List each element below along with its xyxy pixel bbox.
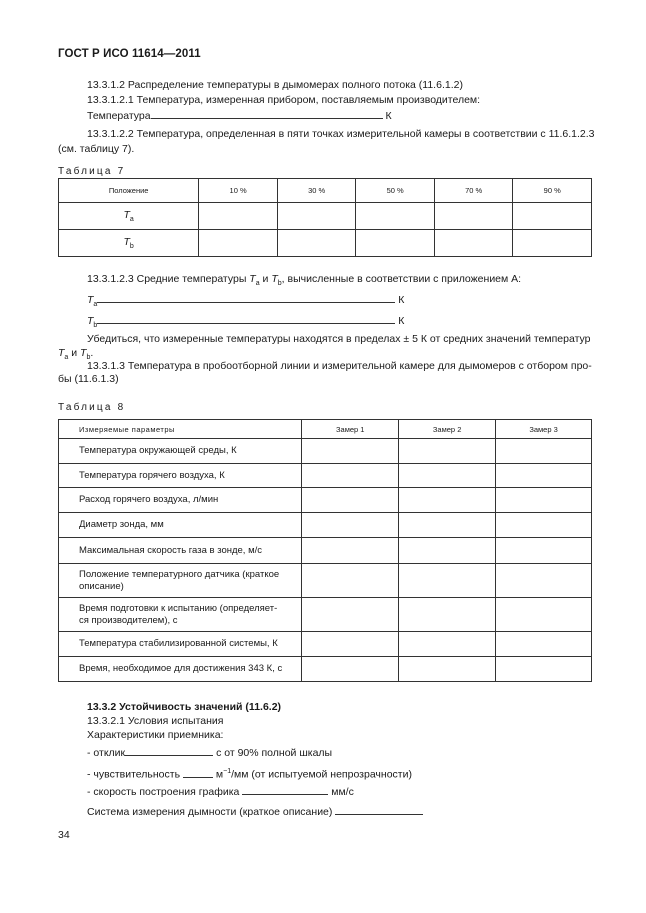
- section-13-3-1-2-3: 13.3.1.2.3 Средние температуры $T_a$ и $T_b$, вычисленные в соответствии с приложением А:: [87, 273, 522, 288]
- table7-cell[interactable]: [277, 203, 356, 230]
- table8-cell[interactable]: [302, 632, 399, 657]
- table7-cell[interactable]: [434, 230, 513, 257]
- section-13-3-1-2-2-line1: 13.3.1.2.2 Температура, определенная в пяти точках измерительной камеры в соответствии с 11.6.1.2.3: [87, 128, 595, 140]
- table-row: [59, 538, 592, 564]
- table8-cell[interactable]: [399, 538, 496, 564]
- table8-cell[interactable]: [399, 564, 496, 598]
- table-row: [59, 439, 592, 464]
- plot-speed-blank[interactable]: [242, 785, 328, 795]
- table8-row-label: Максимальная скорость газа в зонде, м/с: [59, 538, 302, 564]
- table8-cell[interactable]: [302, 538, 399, 564]
- sensitivity-line: - чувствительность $м^{-1}/мм$ (от испытуемой непрозрачности): [87, 768, 412, 781]
- table7-cell[interactable]: [199, 203, 278, 230]
- table8-cell[interactable]: [399, 464, 496, 488]
- table8-cell[interactable]: [302, 464, 399, 488]
- ta-blank[interactable]: [97, 293, 395, 303]
- temperature-blank[interactable]: [151, 109, 383, 119]
- table7-header-row: [59, 179, 592, 203]
- table8-cell[interactable]: [496, 657, 592, 682]
- table8-cell[interactable]: [496, 564, 592, 598]
- table7-header: 50 %: [356, 179, 435, 203]
- table8-row-label: Время, необходимое для достижения 343 К, с: [59, 657, 302, 682]
- table7-header: 10 %: [199, 179, 278, 203]
- tb-line: $T_b$ К: [87, 315, 405, 330]
- tb-blank[interactable]: [97, 314, 395, 324]
- table8-row-label: Расход горячего воздуха, л/мин: [59, 488, 302, 513]
- table8-header: Замер 1: [302, 420, 399, 439]
- page-number: 34: [58, 829, 70, 841]
- temperature-label: Температура: [87, 110, 151, 122]
- table-row: [59, 230, 592, 257]
- section-13-3-1-2-title: 13.3.1.2 Распределение температуры в дымомерах полного потока (11.6.1.2): [87, 79, 463, 91]
- table7-label: Таблица 7: [58, 166, 126, 177]
- table8-cell[interactable]: [496, 439, 592, 464]
- table7-cell[interactable]: [277, 230, 356, 257]
- table8-row-label: Температура горячего воздуха, К: [59, 464, 302, 488]
- page-header: ГОСТ Р ИСО 11614—2011: [58, 48, 201, 60]
- table8-header: Замер 2: [399, 420, 496, 439]
- table-row: [59, 657, 592, 682]
- table-row: [59, 464, 592, 488]
- table8-row-label: Положение температурного датчика (краткое описание): [59, 564, 302, 598]
- table8: [58, 419, 592, 682]
- table8-cell[interactable]: [302, 564, 399, 598]
- table7-row-label: $T_b$: [59, 230, 199, 257]
- table7-header: Положение: [59, 179, 199, 203]
- table7-cell[interactable]: [434, 203, 513, 230]
- section-13-3-2-1: 13.3.2.1 Условия испытания: [87, 715, 224, 727]
- table-row: [59, 632, 592, 657]
- table8-cell[interactable]: [399, 488, 496, 513]
- table8-cell[interactable]: [399, 439, 496, 464]
- table8-cell[interactable]: [302, 598, 399, 632]
- table7-cell[interactable]: [356, 203, 435, 230]
- table7-cell[interactable]: [513, 230, 592, 257]
- section-13-3-1-3-line1: 13.3.1.3 Температура в пробоотборной линии и измерительной камере для дымомеров с отбором про-: [87, 360, 592, 372]
- section-13-3-2-title: 13.3.2 Устойчивость значений (11.6.2): [87, 701, 282, 713]
- table8-cell[interactable]: [302, 488, 399, 513]
- table8-row-label: Время подготовки к испытанию (определяет- ся производителем), с: [59, 598, 302, 632]
- table8-header-row: [59, 420, 592, 439]
- table8-row-label: Температура стабилизированной системы, К: [59, 632, 302, 657]
- smoke-system-blank[interactable]: [335, 805, 423, 815]
- unit-k: К: [385, 110, 392, 122]
- table8-cell[interactable]: [496, 488, 592, 513]
- ta-line: $T_a$ К: [87, 294, 405, 309]
- table8-row-label: Диаметр зонда, мм: [59, 513, 302, 538]
- section-13-3-1-2-1: 13.3.1.2.1 Температура, измеренная прибором, поставляемым производителем:: [87, 94, 481, 106]
- table-row: [59, 203, 592, 230]
- section-13-3-1-3-line2: бы (11.6.1.3): [58, 373, 119, 385]
- table8-row-label: Температура окружающей среды, К: [59, 439, 302, 464]
- response-line: - отклик с от 90% полной шкалы: [87, 747, 333, 759]
- plot-speed-line: - скорость построения графика мм/с: [87, 786, 354, 798]
- table8-cell[interactable]: [399, 513, 496, 538]
- table7-cell[interactable]: [513, 203, 592, 230]
- table-row: [59, 513, 592, 538]
- table8-cell[interactable]: [399, 598, 496, 632]
- table8-header: Замер 3: [496, 420, 592, 439]
- receiver-characteristics: Характеристики приемника:: [87, 729, 224, 741]
- table-row: [59, 564, 592, 598]
- table8-cell[interactable]: [302, 513, 399, 538]
- temperature-line: [87, 109, 392, 123]
- table8-cell[interactable]: [496, 538, 592, 564]
- table-row: [59, 598, 592, 632]
- table7-row-label: $T_a$: [59, 203, 199, 230]
- table8-cell[interactable]: [302, 439, 399, 464]
- table8-cell[interactable]: [399, 632, 496, 657]
- table8-cell[interactable]: [302, 657, 399, 682]
- table8-header: Измеряемые параметры: [59, 420, 302, 439]
- verify-line1: Убедиться, что измеренные температуры находятся в пределах ± 5 К от средних значений температур: [87, 333, 591, 345]
- table7: [58, 178, 592, 257]
- smoke-system-line: Система измерения дымности (краткое описание): [87, 805, 423, 819]
- table7-cell[interactable]: [356, 230, 435, 257]
- table8-cell[interactable]: [496, 513, 592, 538]
- table8-cell[interactable]: [496, 632, 592, 657]
- table8-label: Таблица 8: [58, 402, 126, 413]
- section-13-3-1-2-2-line2: (см. таблицу 7).: [58, 143, 135, 155]
- table8-cell[interactable]: [399, 657, 496, 682]
- table7-header: 70 %: [434, 179, 513, 203]
- table8-cell[interactable]: [496, 464, 592, 488]
- table7-cell[interactable]: [199, 230, 278, 257]
- table-row: [59, 488, 592, 513]
- table8-cell[interactable]: [496, 598, 592, 632]
- table7-header: 90 %: [513, 179, 592, 203]
- response-blank[interactable]: [125, 746, 213, 756]
- verify-line2: $T_a$ и $T_b$.: [58, 347, 94, 362]
- sensitivity-blank[interactable]: [183, 768, 213, 778]
- table7-header: 30 %: [277, 179, 356, 203]
